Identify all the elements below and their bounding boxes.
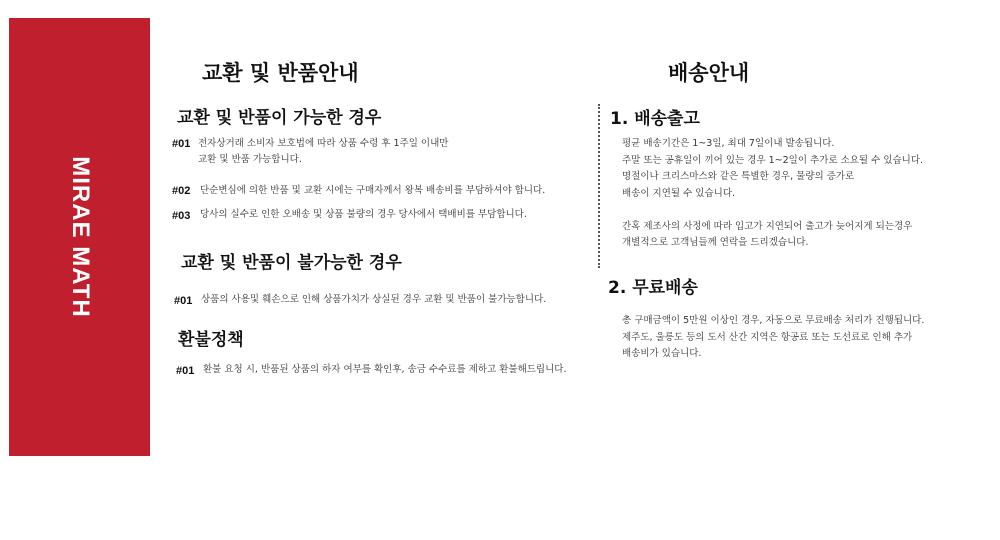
refund-item-1-text: 환불 요청 시, 반품된 상품의 하자 여부를 확인후, 송금 수수료를 제하고 환불해드립니다.: [203, 364, 567, 375]
impossible-item-1-num: #01: [174, 295, 193, 307]
release-line-3: 명절이나 크리스마스와 같은 특별한 경우, 물량의 증가로: [622, 171, 855, 182]
impossible-item-1-text: 상품의 사용및 훼손으로 인해 상품가치가 상실된 경우 교환 및 반품이 불가능합니다.: [201, 294, 547, 305]
brand-sidebar: [9, 18, 150, 456]
refund-heading: 환불정책: [178, 330, 244, 350]
free-line-2: 제주도, 울릉도 등의 도서 산간 지역은 항공료 또는 도선료로 인해 추가: [622, 331, 913, 343]
possible-item-2-num: #02: [172, 185, 191, 197]
release-heading: 1. 배송출고: [610, 109, 700, 129]
column-divider: [598, 104, 600, 268]
release-line-2: 주말 또는 공휴일이 끼어 있는 경우 1~2일이 추가로 소요될 수 있습니다.: [622, 154, 924, 166]
release-line-4: 배송이 지연될 수 있습니다.: [622, 187, 736, 199]
exchange-title: 교환 및 반품안내: [202, 61, 359, 85]
free-shipping-text: [622, 313, 924, 363]
possible-item-1-num: #01: [172, 138, 191, 150]
impossible-heading: 교환 및 반품이 불가능한 경우: [181, 253, 402, 273]
possible-item-2-text: 단순변심에 의한 반품 및 교환 시에는 구매자께서 왕복 배송비를 부담하셔야 합니다.: [200, 185, 546, 196]
shipping-title: 배송안내: [668, 61, 750, 85]
free-line-1: 총 구매금액이 5만원 이상인 경우, 자동으로 무료배송 처리가 진행됩니다.: [622, 315, 925, 326]
release-line-1: 평균 배송기간은 1~3일, 최대 7일이내 발송됩니다.: [622, 138, 835, 149]
release-line-7: 개별적으로 고객님들께 연락을 드리겠습니다.: [622, 237, 809, 248]
free-line-3: 배송비가 있습니다.: [622, 348, 702, 359]
possible-item-1-text: [198, 136, 448, 168]
free-shipping-heading: 2. 무료배송: [608, 278, 698, 298]
possible-item-3-text: 당사의 실수로 인한 오배송 및 상품 불량의 경우 당사에서 택배비를 부담합니다.: [200, 209, 527, 220]
possible-heading: 교환 및 반품이 가능한 경우: [177, 108, 382, 128]
possible-item-1-line-1: 전자상거래 소비자 보호법에 따라 상품 수령 후 1주일 이내만: [198, 138, 449, 149]
release-line-5: [622, 202, 923, 219]
possible-item-3-num: #03: [172, 210, 191, 222]
refund-item-1-num: #01: [176, 365, 195, 377]
release-text: [622, 136, 923, 252]
possible-item-1-line-2: 교환 및 반품 가능합니다.: [198, 154, 302, 165]
release-line-6: 간혹 제조사의 사정에 따라 입고가 지연되어 출고가 늦어지게 되는경우: [622, 220, 913, 232]
brand-logo-text: MIRAE MATH: [66, 156, 94, 318]
